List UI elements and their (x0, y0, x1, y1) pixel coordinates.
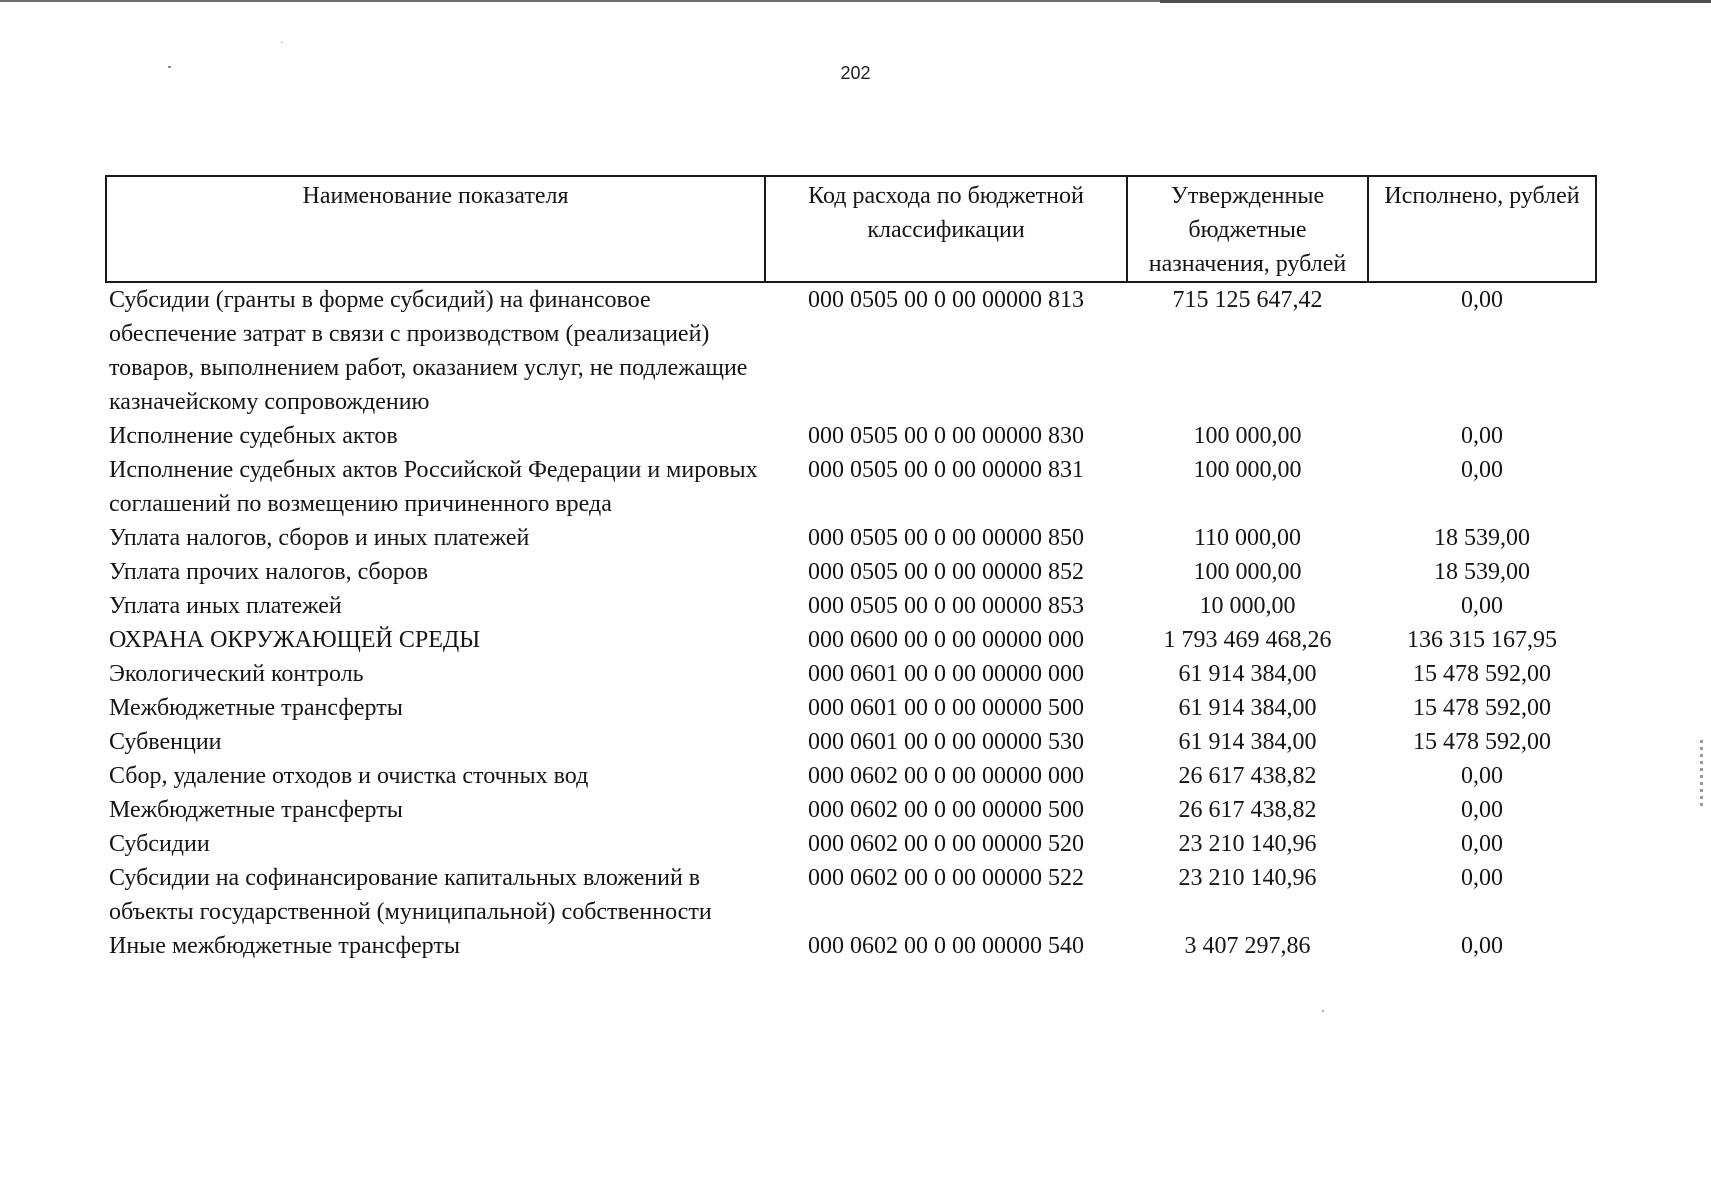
indicator-name: Субвенции (109, 729, 222, 755)
indicator-name: Межбюджетные трансферты (109, 797, 403, 823)
table-row (106, 657, 1596, 691)
header-classification-code: Код расхода по бюджетной классификации (765, 176, 1127, 282)
indicator-name: Уплата прочих налогов, сборов (109, 559, 429, 585)
indicator-name: Экологический контроль (109, 661, 364, 687)
table-row (106, 861, 1596, 929)
approved-amount: 23 210 140,96 (1178, 865, 1317, 891)
classification-code: 000 0601 00 0 00 00000 530 (808, 729, 1084, 755)
indicator-name: Исполнение судебных актов Российской Федерации и мировых соглашений по возмещению причиненного вреда (109, 457, 758, 517)
approved-amount: 110 000,00 (1193, 525, 1302, 551)
classification-code: 000 0505 00 0 00 00000 813 (808, 287, 1084, 313)
indicator-name: Субсидии (гранты в форме субсидий) на финансовое обеспечение затрат в связи с производством (реализацией) товаров, выполнением работ, оказанием услуг, не подлежащие казначейскому сопровождению (109, 287, 748, 415)
approved-amount: 26 617 438,82 (1178, 763, 1317, 789)
approved-amount: 3 407 297,86 (1184, 933, 1311, 959)
approved-amount: 100 000,00 (1193, 457, 1302, 483)
approved-amount: 23 210 140,96 (1178, 831, 1317, 857)
classification-code: 000 0602 00 0 00 00000 000 (808, 763, 1084, 789)
executed-amount: 18 539,00 (1434, 559, 1530, 585)
table-row (106, 521, 1596, 555)
approved-amount: 715 125 647,42 (1172, 287, 1323, 313)
indicator-name: Сбор, удаление отходов и очистка сточных вод (109, 763, 589, 789)
table-row (106, 555, 1596, 589)
indicator-name: Уплата налогов, сборов и иных платежей (109, 525, 530, 551)
executed-amount: 0,00 (1461, 287, 1503, 313)
executed-amount: 15 478 592,00 (1413, 661, 1551, 687)
indicator-name: Иные межбюджетные трансферты (109, 933, 460, 959)
table-row (106, 623, 1596, 657)
approved-amount: 100 000,00 (1193, 423, 1302, 449)
executed-amount: 136 315 167,95 (1407, 627, 1557, 653)
table-row (106, 759, 1596, 793)
indicator-name: Уплата иных платежей (109, 593, 342, 619)
scan-top-edge-dark (1160, 0, 1711, 3)
table-row (106, 589, 1596, 623)
table-header-row (106, 176, 1596, 282)
table-row (106, 827, 1596, 861)
indicator-name: ОХРАНА ОКРУЖАЮЩЕЙ СРЕДЫ (109, 627, 481, 653)
executed-amount: 18 539,00 (1434, 525, 1530, 551)
approved-amount: 10 000,00 (1199, 593, 1296, 619)
executed-amount: 0,00 (1461, 423, 1503, 449)
classification-code: 000 0505 00 0 00 00000 830 (808, 423, 1084, 449)
header-executed-amount: Исполнено, рублей (1368, 176, 1596, 282)
table-row (106, 419, 1596, 453)
approved-amount: 61 914 384,00 (1178, 729, 1317, 755)
indicator-name: Субсидии на софинансирование капитальных вложений в объекты государственной (муниципальной) собственности (109, 865, 712, 925)
executed-amount: 0,00 (1461, 831, 1503, 857)
executed-amount: 15 478 592,00 (1413, 729, 1551, 755)
classification-code: 000 0505 00 0 00 00000 853 (808, 593, 1084, 619)
table-row (106, 691, 1596, 725)
scan-speck (281, 42, 283, 43)
approved-amount: 100 000,00 (1193, 559, 1302, 585)
approved-amount: 26 617 438,82 (1178, 797, 1317, 823)
executed-amount: 15 478 592,00 (1413, 695, 1551, 721)
table-row (106, 453, 1596, 521)
header-approved-amount: Утвержденные бюджетные назначения, рублей (1127, 176, 1368, 282)
classification-code: 000 0602 00 0 00 00000 540 (808, 933, 1084, 959)
classification-code: 000 0601 00 0 00 00000 000 (808, 661, 1084, 687)
classification-code: 000 0505 00 0 00 00000 850 (808, 525, 1084, 551)
executed-amount: 0,00 (1461, 933, 1503, 959)
budget-execution-table (105, 175, 1597, 963)
approved-amount: 61 914 384,00 (1178, 661, 1317, 687)
table-row (106, 793, 1596, 827)
page-number: 202 (840, 63, 871, 83)
classification-code: 000 0505 00 0 00 00000 852 (808, 559, 1084, 585)
header-indicator-name: Наименование показателя (106, 176, 765, 282)
classification-code: 000 0505 00 0 00 00000 831 (808, 457, 1084, 483)
classification-code: 000 0600 00 0 00 00000 000 (808, 627, 1084, 653)
classification-code: 000 0602 00 0 00 00000 500 (808, 797, 1084, 823)
executed-amount: 0,00 (1461, 797, 1503, 823)
executed-amount: 0,00 (1461, 865, 1503, 891)
approved-amount: 61 914 384,00 (1178, 695, 1317, 721)
classification-code: 000 0601 00 0 00 00000 500 (808, 695, 1084, 721)
classification-code: 000 0602 00 0 00 00000 522 (808, 865, 1084, 891)
executed-amount: 0,00 (1461, 593, 1503, 619)
table-row (106, 929, 1596, 963)
indicator-name: Исполнение судебных актов (109, 423, 398, 449)
table-row (106, 725, 1596, 759)
indicator-name: Субсидии (109, 831, 210, 857)
approved-amount: 1 793 469 468,26 (1163, 627, 1332, 653)
indicator-name: Межбюджетные трансферты (109, 695, 403, 721)
scan-speck (1322, 1010, 1324, 1012)
classification-code: 000 0602 00 0 00 00000 520 (808, 831, 1084, 857)
table-row (106, 282, 1596, 419)
executed-amount: 0,00 (1461, 457, 1503, 483)
scan-edge-noise (1700, 740, 1703, 810)
executed-amount: 0,00 (1461, 763, 1503, 789)
